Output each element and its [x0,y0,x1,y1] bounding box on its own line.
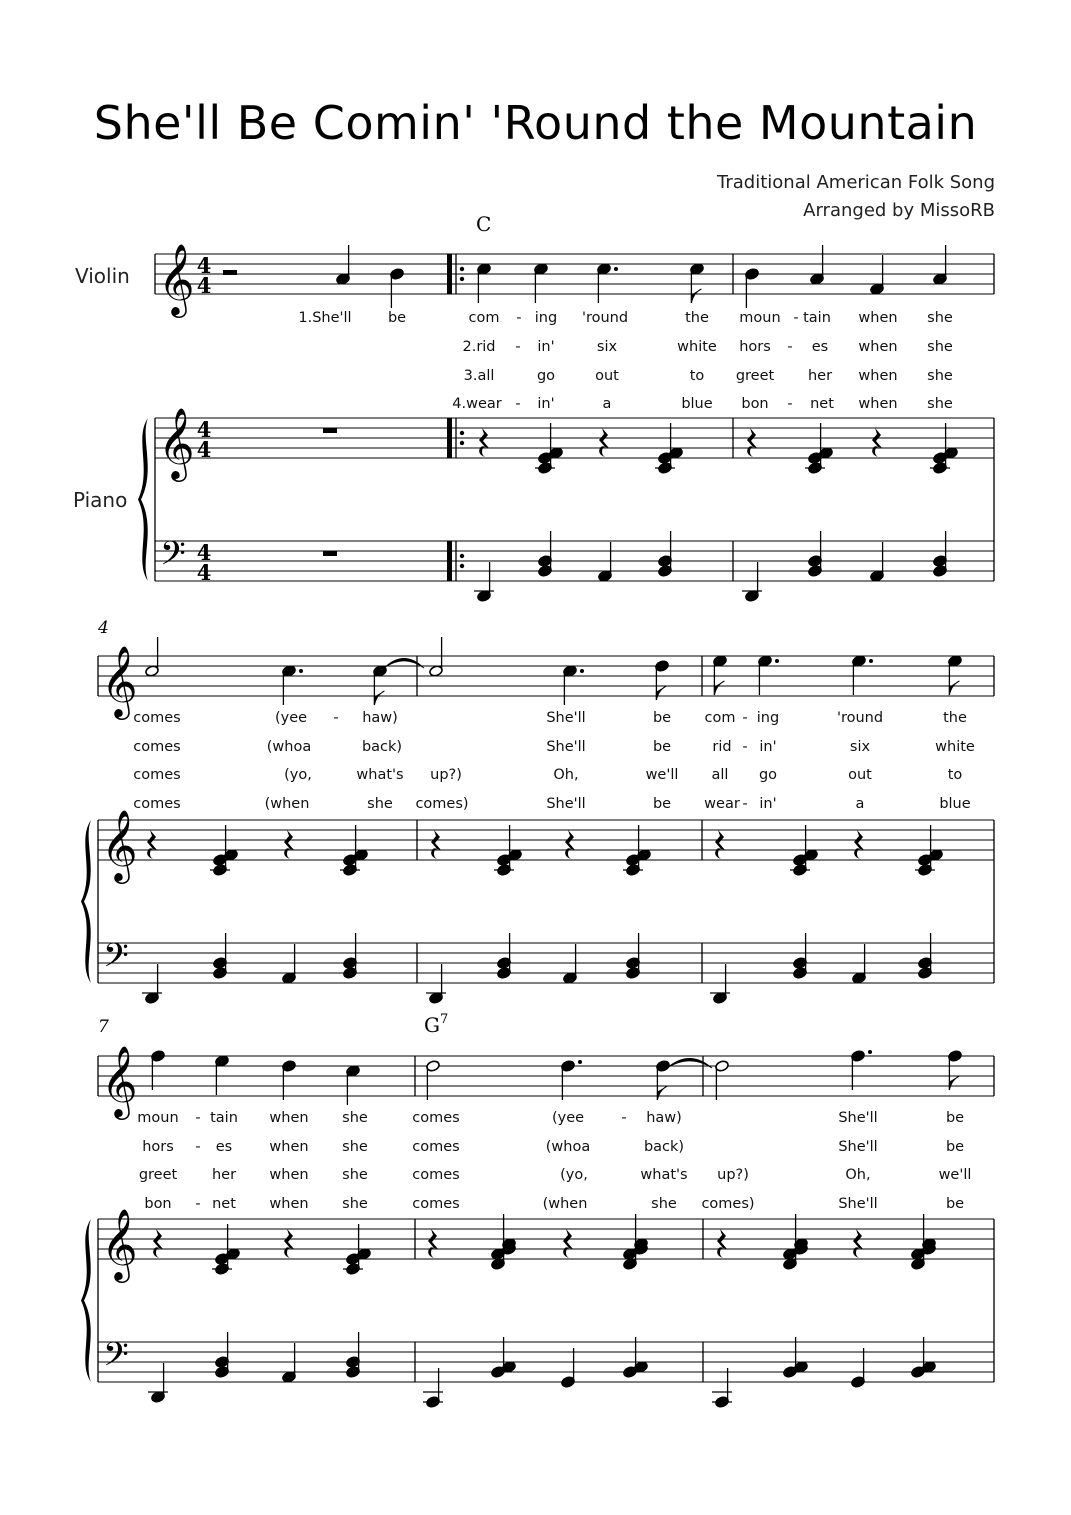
time-signature-top: 4 [196,417,212,442]
lyric-syllable: in' [759,739,777,755]
augmentation-dot [299,669,303,673]
measure-number: 7 [98,1017,109,1037]
quarter-rest [284,830,294,859]
lyric-syllable: (whoa [545,1139,591,1155]
quarter-rest [153,1229,163,1258]
quarter-rest [431,830,441,859]
lyric-syllable: 4.wear [452,396,502,412]
lyric-syllable: (whoa [266,739,312,755]
lyric-syllable: (yee [551,1110,585,1126]
lyric-syllable: she [367,796,393,812]
repeat-bar-thick [447,254,452,294]
lyric-syllable: be [652,739,672,755]
instrument-label-violin: Violin [75,264,130,288]
augmentation-dot [775,659,779,663]
time-signature-top: 4 [196,540,212,565]
lyric-syllable: go [758,767,778,783]
lyric-syllable: - [333,710,339,726]
lyric-syllable: - [787,339,793,355]
quarter-rest [599,428,609,457]
lyric-syllable: wear [704,796,740,812]
eighth-flag [691,289,701,303]
augmentation-dot [580,669,584,673]
lyric-syllable: (when [264,796,310,812]
augmentation-dot [869,659,873,663]
quarter-rest [147,830,157,859]
lyric-syllable: in' [537,396,555,412]
lyric-syllable: hors [739,339,771,355]
lyric-syllable: She'll [838,1110,878,1126]
lyric-syllable: in' [759,796,777,812]
lyric-syllable: out [848,767,872,783]
arranger-credit: Arranged by MissoRB [803,200,995,221]
lyric-syllable: be [945,1139,965,1155]
tie [384,658,424,668]
lyric-syllable: back) [643,1139,685,1155]
lyric-syllable: - [195,1196,201,1212]
lyric-syllable: com [468,310,500,326]
lyric-syllable: 'round [836,710,884,726]
repeat-dot [460,267,464,271]
lyric-syllable: to [947,767,963,783]
lyric-syllable: she [927,339,953,355]
lyric-syllable: es [811,339,829,355]
lyric-syllable: moun [739,310,781,326]
lyric-syllable: to [689,368,705,384]
time-signature-bottom: 4 [196,437,212,462]
lyric-syllable: tain [210,1110,238,1126]
lyric-syllable: 1.She'll [298,310,352,326]
lyric-syllable: Oh, [845,1167,871,1183]
lyric-syllable: She'll [546,796,586,812]
lyric-syllable: greet [138,1167,178,1183]
lyric-syllable: haw) [646,1110,682,1126]
bass-clef: 𝄢 [103,1336,129,1382]
lyric-syllable: greet [735,368,775,384]
lyric-syllable: - [742,710,748,726]
quarter-rest [428,1229,438,1258]
lyric-syllable: comes [133,796,181,812]
augmentation-dot [868,1050,872,1054]
lyric-syllable: She'll [838,1196,878,1212]
time-signature-top: 4 [196,253,212,278]
quarter-rest [565,830,575,859]
lyric-syllable: a [855,796,865,812]
lyric-syllable: - [621,1110,627,1126]
lyric-syllable: we'll [938,1167,972,1183]
lyric-syllable: comes [133,739,181,755]
lyric-syllable: she [342,1167,368,1183]
lyric-syllable: - [787,396,793,412]
lyric-syllable: She'll [838,1139,878,1155]
lyric-syllable: the [943,710,967,726]
lyric-syllable: net [212,1196,236,1212]
quarter-rest [563,1229,573,1258]
quarter-rest [715,830,725,859]
lyric-syllable: es [215,1139,233,1155]
quarter-rest [284,1229,294,1258]
lyric-syllable: when [858,368,898,384]
lyric-syllable: - [515,339,521,355]
eighth-flag [714,681,724,695]
lyric-syllable: go [536,368,556,384]
quarter-rest [854,830,864,859]
measure-number: 4 [98,618,109,638]
lyric-syllable: she [927,396,953,412]
lyric-syllable: up?) [430,767,462,783]
lyric-syllable: be [387,310,407,326]
lyric-syllable: when [269,1196,309,1212]
treble-clef: 𝄞 [101,1207,138,1280]
lyric-syllable: white [677,339,717,355]
lyric-syllable: be [652,710,672,726]
lyric-syllable: when [269,1110,309,1126]
lyric-syllable: - [793,310,799,326]
lyric-syllable: she [927,368,953,384]
lyric-syllable: - [515,396,521,412]
lyric-syllable: be [945,1196,965,1212]
eighth-flag [949,681,959,695]
eighth-flag [374,691,384,705]
lyric-syllable: her [211,1167,237,1183]
lyric-syllable: comes [412,1196,460,1212]
repeat-dot [460,441,464,445]
grand-staff-brace [138,418,148,581]
augmentation-dot [578,1060,582,1064]
lyric-syllable: (yo, [284,767,312,783]
lyric-syllable: comes [412,1139,460,1155]
lyric-syllable: moun [137,1110,179,1126]
lyric-syllable: when [858,396,898,412]
lyric-syllable: comes [412,1167,460,1183]
treble-clef: 𝄞 [101,1044,138,1117]
lyric-syllable: what's [640,1167,688,1183]
lyric-syllable: when [269,1139,309,1155]
lyric-syllable: back) [361,739,403,755]
lyric-syllable: six [849,739,871,755]
lyric-syllable: she [342,1139,368,1155]
treble-clef: 𝄞 [101,808,138,881]
lyric-syllable: comes [133,767,181,783]
whole-rest [323,551,337,556]
treble-clef: 𝄞 [158,406,195,479]
chord-symbol: G [424,1013,440,1037]
repeat-dot [460,431,464,435]
lyric-syllable: comes) [701,1196,755,1212]
lyric-syllable: when [858,339,898,355]
lyric-syllable: ing [756,710,780,726]
lyric-syllable: comes [133,710,181,726]
quarter-rest [872,428,882,457]
lyric-syllable: tain [803,310,831,326]
lyric-syllable: rid [712,739,732,755]
lyric-syllable: all [711,767,729,783]
lyric-syllable: She'll [546,710,586,726]
score-title: She'll Be Comin' 'Round the Mountain [93,96,978,150]
lyric-syllable: (yo, [560,1167,588,1183]
lyric-syllable: (yee [274,710,308,726]
treble-clef: 𝄞 [101,644,138,717]
lyric-syllable: six [596,339,618,355]
lyric-syllable: she [927,310,953,326]
lyric-syllable: we'll [645,767,679,783]
lyric-syllable: be [945,1110,965,1126]
lyric-syllable: She'll [546,739,586,755]
repeat-bar-thick [447,541,452,581]
lyric-syllable: when [858,310,898,326]
lyric-syllable: - [516,310,522,326]
lyric-syllable: she [342,1196,368,1212]
lyric-syllable: comes) [415,796,469,812]
lyric-syllable: net [810,396,834,412]
lyric-syllable: - [195,1139,201,1155]
grand-staff-brace [81,1219,91,1382]
repeat-bar-thick [447,418,452,458]
quarter-rest [853,1229,863,1258]
lyric-syllable: com [704,710,736,726]
bass-clef: 𝄢 [103,937,129,983]
lyric-syllable: blue [681,396,713,412]
lyric-syllable: ing [534,310,558,326]
lyric-syllable: - [742,739,748,755]
repeat-dot [460,277,464,281]
quarter-rest [717,1229,727,1258]
lyric-syllable: Oh, [553,767,579,783]
chord-symbol-superscript: 7 [440,1012,449,1027]
repeat-dot [460,564,464,568]
time-signature-bottom: 4 [196,560,212,585]
lyric-syllable: bon [741,396,769,412]
eighth-flag [656,686,666,700]
composer-credit: Traditional American Folk Song [717,172,995,193]
eighth-flag [949,1076,959,1090]
lyric-syllable: 2.rid [462,339,496,355]
lyric-syllable: when [269,1167,309,1183]
lyric-syllable: white [935,739,975,755]
treble-clef: 𝄞 [158,242,195,315]
time-signature-bottom: 4 [196,273,212,298]
eighth-flag [657,1086,667,1100]
lyric-syllable: (when [542,1196,588,1212]
lyric-syllable: comes [412,1110,460,1126]
lyric-syllable: haw) [362,710,398,726]
lyric-syllable: - [195,1110,201,1126]
lyric-syllable: she [342,1110,368,1126]
lyric-syllable: a [602,396,612,412]
tie [667,1058,712,1068]
lyric-syllable: be [652,796,672,812]
lyric-syllable: in' [537,339,555,355]
augmentation-dot [614,267,618,271]
whole-rest [323,428,337,433]
instrument-label-piano: Piano [73,488,128,512]
lyric-syllable: out [595,368,619,384]
lyric-syllable: up?) [717,1167,749,1183]
quarter-rest [747,428,757,457]
quarter-rest [479,428,489,457]
lyric-syllable: her [807,368,833,384]
half-rest [223,270,237,275]
lyric-syllable: hors [142,1139,174,1155]
lyric-syllable: blue [939,796,971,812]
repeat-dot [460,554,464,558]
lyric-syllable: the [685,310,709,326]
grand-staff-brace [81,820,91,983]
lyric-syllable: 'round [581,310,629,326]
lyric-syllable: she [651,1196,677,1212]
chord-symbol: C [476,212,492,236]
lyric-syllable: - [742,796,748,812]
lyric-syllable: bon [144,1196,172,1212]
bass-clef: 𝄢 [160,535,186,581]
lyric-syllable: 3.all [463,368,495,384]
lyric-syllable: what's [356,767,404,783]
